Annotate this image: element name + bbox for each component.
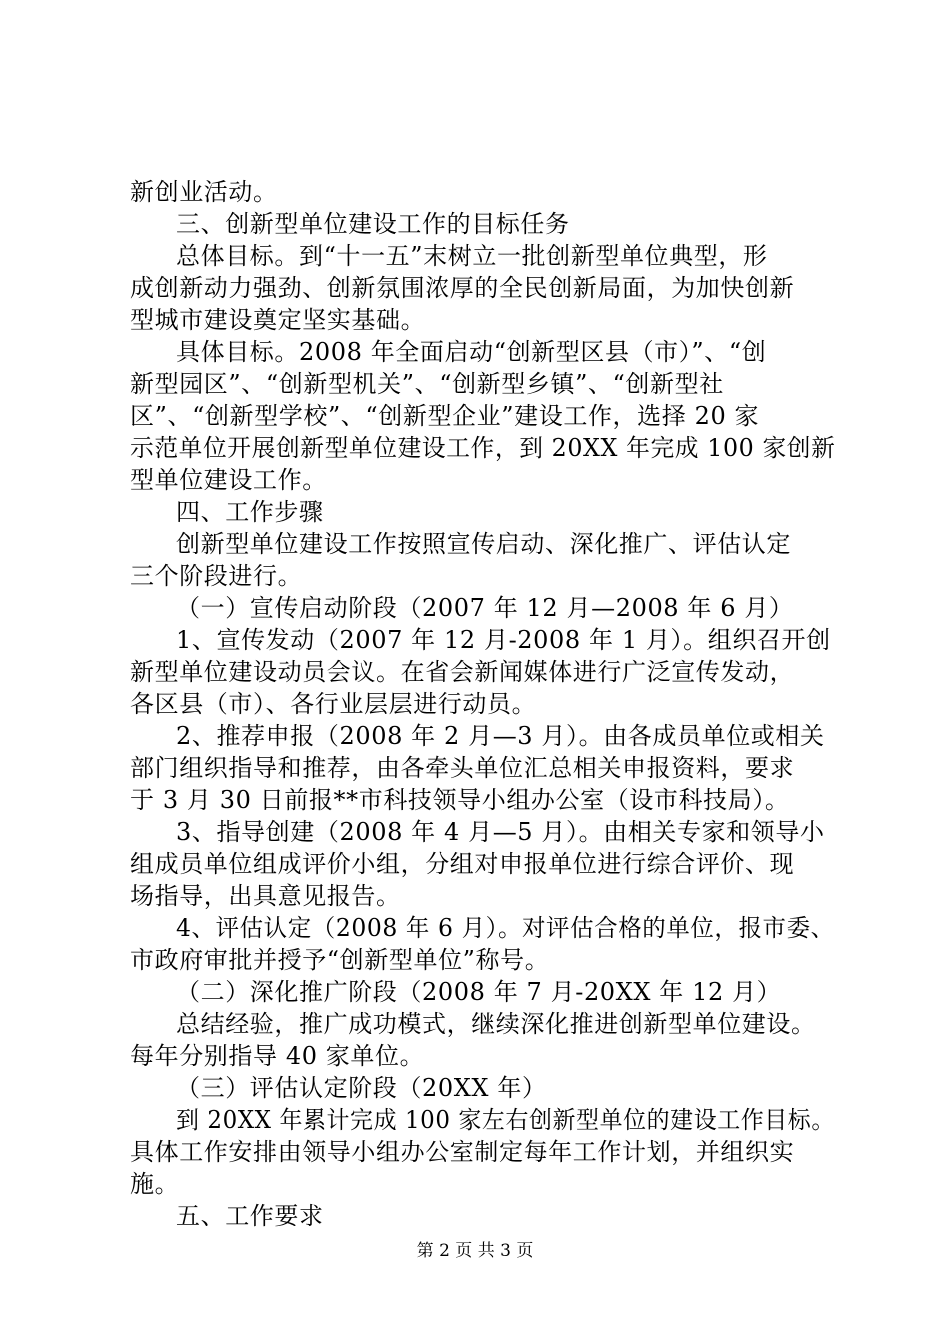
text-line: 场指导，出具意见报告。	[130, 882, 401, 910]
section-heading: 四、工作步骤	[176, 498, 324, 526]
text-line: 区”、“创新型学校”、“创新型企业”建设工作，选择 20 家	[130, 402, 760, 430]
text-line: 到 20XX 年累计完成 100 家左右创新型单位的建设工作目标。	[176, 1106, 835, 1134]
text-line: 示范单位开展创新型单位建设工作，到 20XX 年完成 100 家创新	[130, 434, 836, 462]
page-number-footer: 第 2 页 共 3 页	[416, 1241, 534, 1261]
text-line: 2、推荐申报（2008 年 2 月—3 月）。由各成员单位或相关	[176, 722, 825, 750]
text-line: 新创业活动。	[130, 178, 278, 206]
text-line: 具体目标。2008 年全面启动“创新型区县（市）”、“创	[176, 338, 767, 366]
text-line: 型单位建设工作。	[130, 466, 327, 494]
section-heading: 五、工作要求	[176, 1202, 324, 1230]
text-line: 于 3 月 30 日前报**市科技领导小组办公室（设市科技局）。	[130, 786, 790, 814]
text-line: 新型单位建设动员会议。在省会新闻媒体进行广泛宣传发动，	[130, 658, 795, 686]
text-line: 创新型单位建设工作按照宣传启动、深化推广、评估认定	[176, 530, 791, 558]
text-line: 总结经验，推广成功模式，继续深化推进创新型单位建设。	[176, 1010, 816, 1038]
text-line: 型城市建设奠定坚实基础。	[130, 306, 426, 334]
text-line: 施。	[130, 1170, 180, 1198]
text-line: 具体工作安排由领导小组办公室制定每年工作计划，并组织实	[130, 1138, 795, 1166]
section-heading: 三、创新型单位建设工作的目标任务	[176, 210, 570, 238]
text-line: 4、评估认定（2008 年 6 月）。对评估合格的单位，报市委、	[176, 914, 835, 942]
subsection-heading: （二）深化推广阶段（2008 年 7 月-20XX 年 12 月）	[176, 978, 782, 1006]
text-line: 三个阶段进行。	[130, 562, 303, 590]
text-line: 1、宣传发动（2007 年 12 月-2008 年 1 月）。组织召开创	[176, 626, 831, 654]
subsection-heading: （一）宣传启动阶段（2007 年 12 月—2008 年 6 月）	[176, 594, 794, 622]
text-line: 部门组织指导和推荐，由各牵头单位汇总相关申报资料，要求	[130, 754, 795, 782]
text-line: 3、指导创建（2008 年 4 月—5 月）。由相关专家和领导小	[176, 818, 825, 846]
text-line: 成创新动力强劲、创新氛围浓厚的全民创新局面，为加快创新	[130, 274, 795, 302]
text-line: 市政府审批并授予“创新型单位”称号。	[130, 946, 550, 974]
text-line: 组成员单位组成评价小组，分组对申报单位进行综合评价、现	[130, 850, 795, 878]
subsection-heading: （三）评估认定阶段（20XX 年）	[176, 1074, 547, 1102]
text-line: 各区县（市）、各行业层层进行动员。	[130, 690, 537, 718]
text-line: 总体目标。到“十一五”末树立一批创新型单位典型，形	[176, 242, 768, 270]
text-line: 每年分别指导 40 家单位。	[130, 1042, 425, 1070]
text-line: 新型园区”、“创新型机关”、“创新型乡镇”、“创新型社	[130, 370, 724, 398]
